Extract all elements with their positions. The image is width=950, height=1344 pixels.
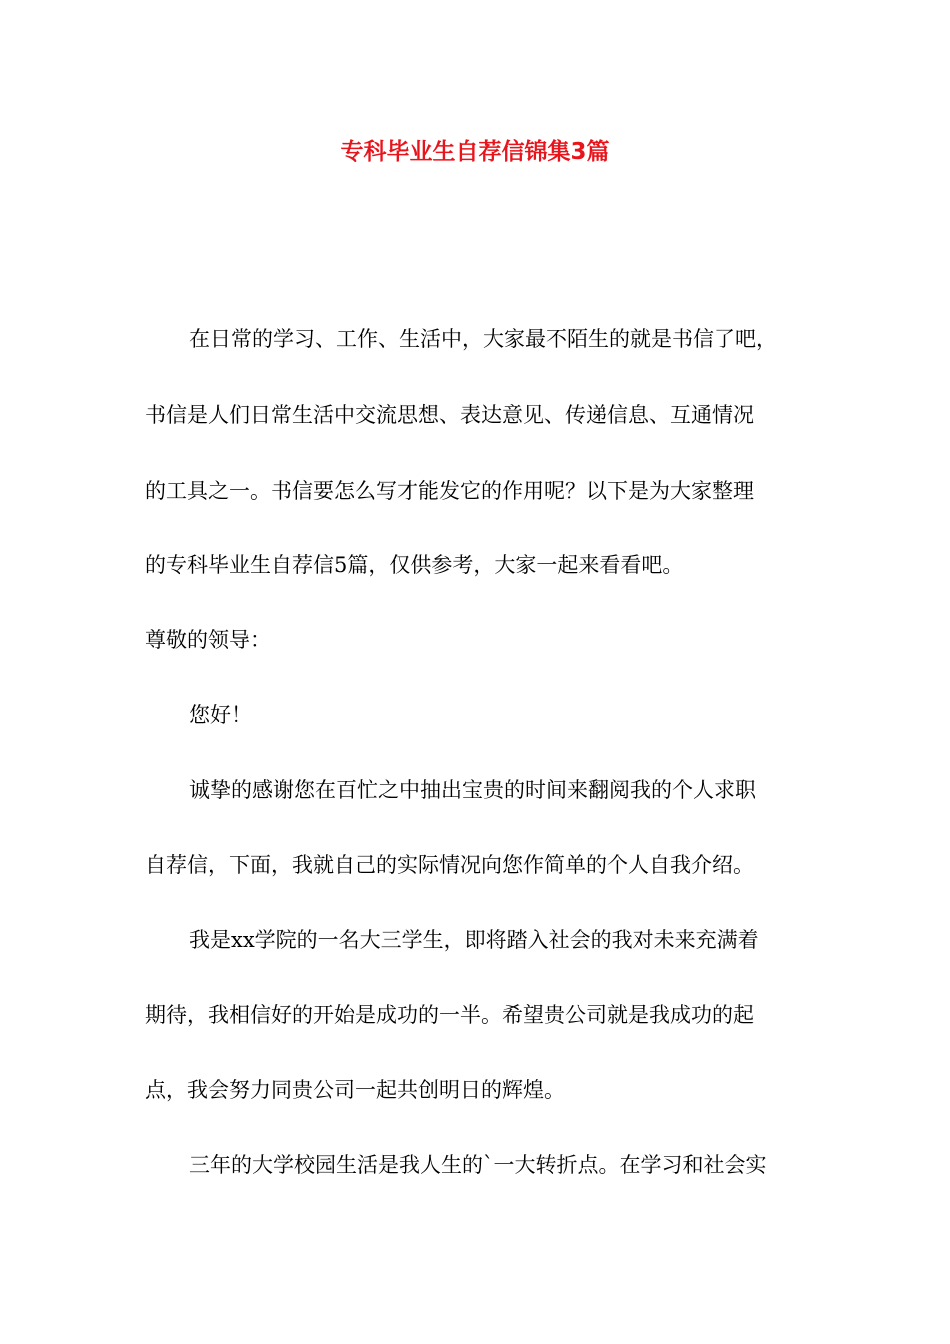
paragraph-line: 诚挚的感谢您在百忙之中抽出宝贵的时间来翻阅我的个人求职 [189, 778, 756, 802]
paragraph-line: 的专科毕业生自荐信5篇，仅供参考，大家一起来看看吧。 [145, 553, 684, 577]
paragraph-line: 的工具之一。书信要怎么写才能发它的作用呢？以下是为大家整理 [145, 479, 754, 503]
document-title: 专科毕业生自荐信锦集3篇 [340, 139, 610, 165]
paragraph-line: 书信是人们日常生活中交流思想、表达意见、传递信息、互通情况 [145, 403, 754, 427]
salutation: 尊敬的领导： [145, 628, 271, 652]
paragraph-line: 自荐信，下面，我就自己的实际情况向您作简单的个人自我介绍。 [145, 853, 754, 877]
paragraph-line: 三年的大学校园生活是我人生的`一大转折点。在学习和社会实 [189, 1153, 767, 1177]
paragraph-line: 期待，我相信好的开始是成功的一半。希望贵公司就是我成功的起 [145, 1003, 754, 1027]
paragraph-line: 我是xx学院的一名大三学生，即将踏入社会的我对未来充满着 [189, 928, 759, 952]
paragraph-line: 在日常的学习、工作、生活中，大家最不陌生的就是书信了吧， [189, 327, 777, 351]
paragraph-line: 点，我会努力同贵公司一起共创明日的辉煌。 [145, 1078, 565, 1102]
greeting: 您好！ [189, 703, 252, 727]
